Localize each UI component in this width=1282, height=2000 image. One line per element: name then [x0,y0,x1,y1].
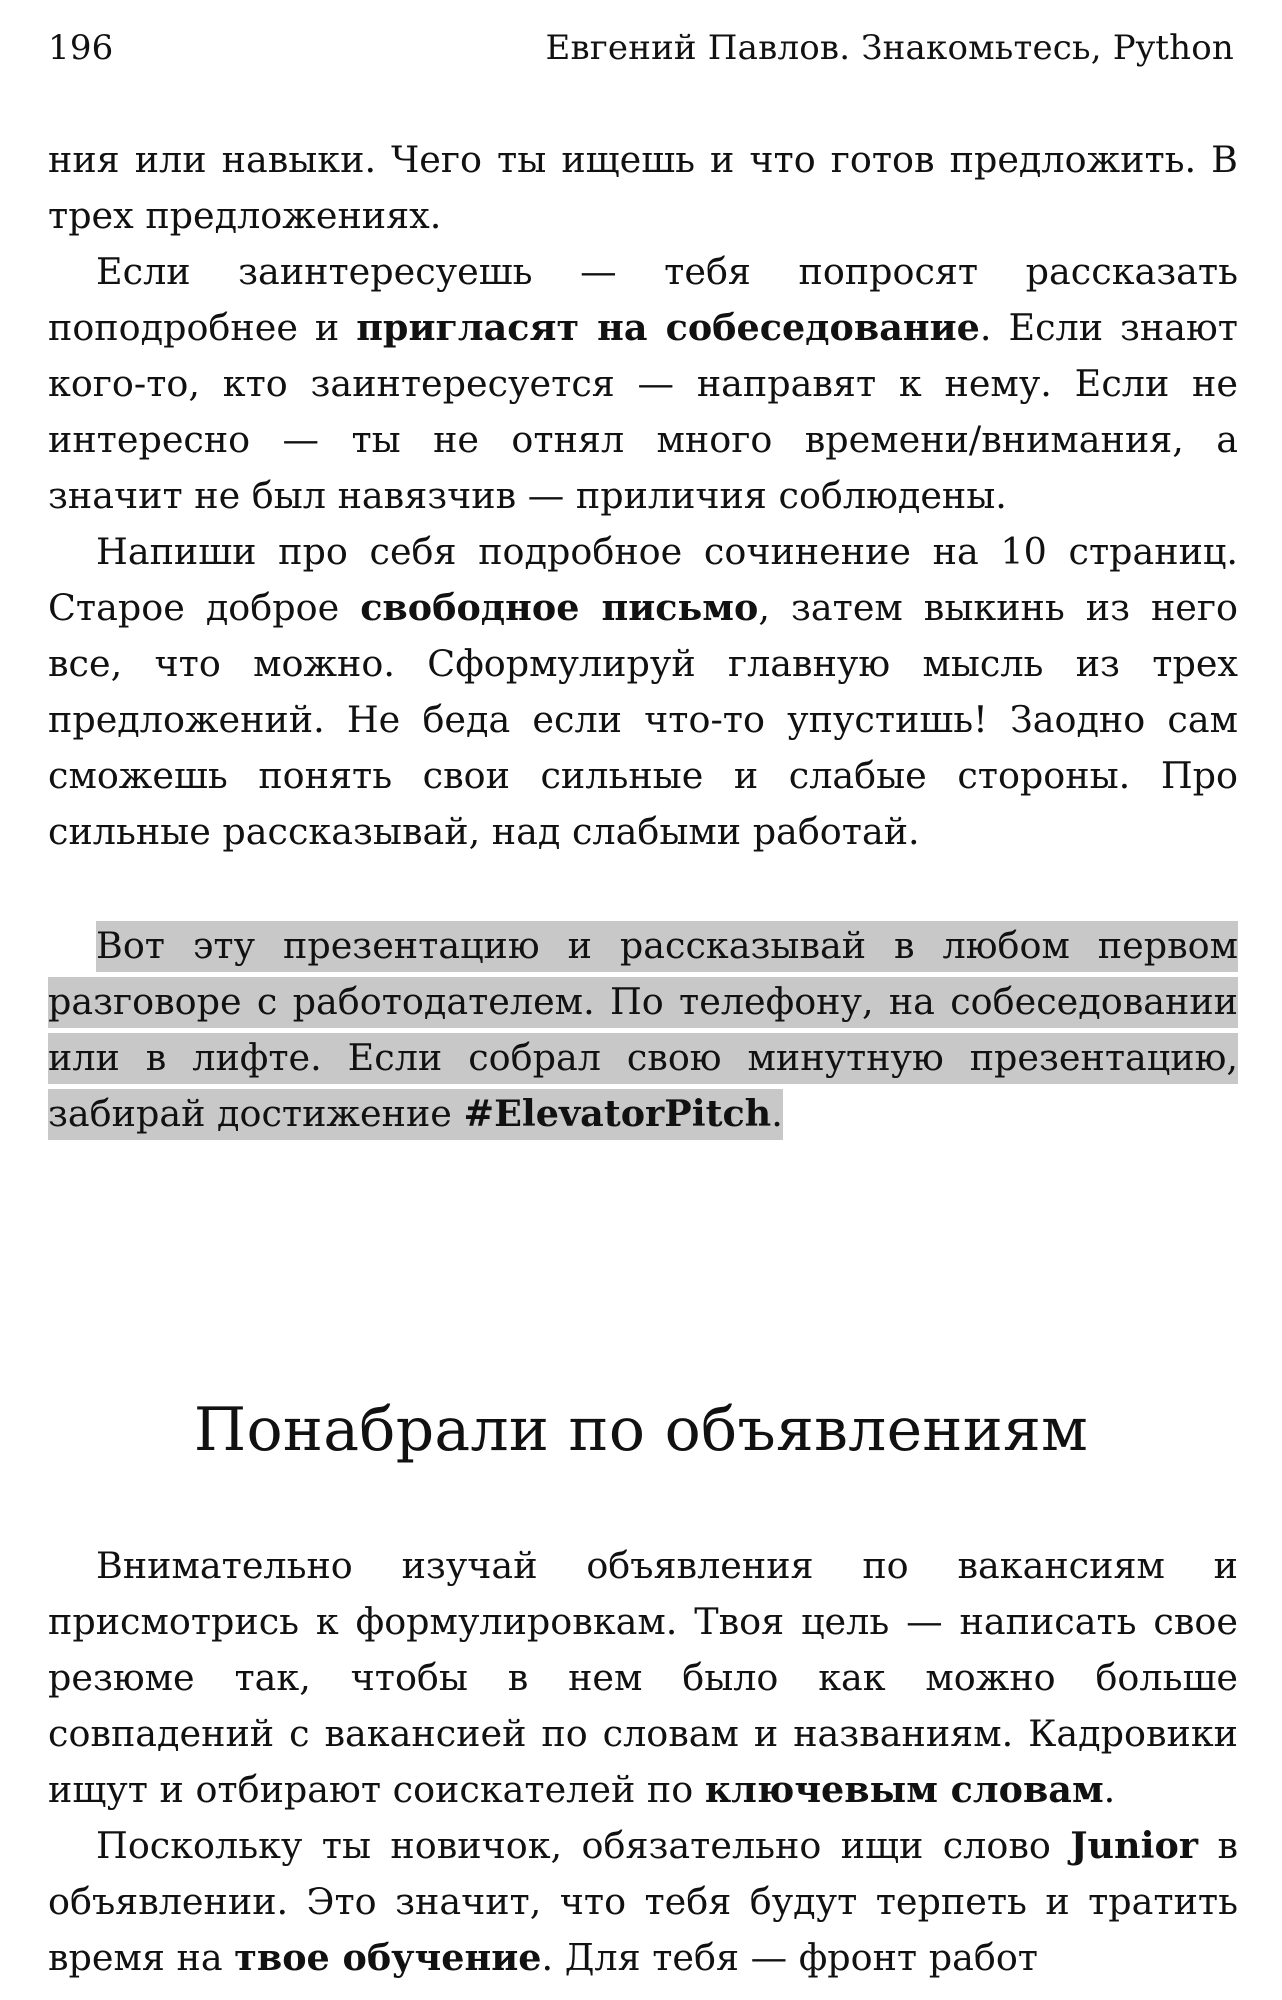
paragraph-text: ния или навыки. Чего ты ищешь и что готов предложить. В трех предложениях. [48,138,1238,237]
achievement-paragraph [48,918,1238,1142]
achievement-text: Вот эту презентацию и рассказывай в любом первом разговоре с работодателем. По телефону, на собеседовании или в лифте. Если собрал свою минутную презентацию, забирай достижение [48,924,1238,1135]
paragraph-text: в объявлении. Это значит, что тебя будут терпеть и тратить время на [48,1824,1238,1979]
paragraph-interview [48,244,1238,524]
achievement-badge-name: #ElevatorPitch [463,1092,772,1135]
body-text-bottom [48,1538,1238,1986]
paragraph-job-ads [48,1538,1238,1818]
highlighted-text [48,921,1238,1140]
paragraph-junior [48,1818,1238,1986]
running-header [48,28,1234,84]
highlighted-achievement-block [48,918,1238,1142]
running-title: Евгений Павлов. Знакомьтесь, Python [545,28,1234,68]
bold-term-interview: пригласят на собеседование [356,306,980,349]
paragraph-text: Если заинтересуешь — тебя попросят рассказать поподробнее и [48,250,1238,349]
paragraph-text: . [1103,1768,1116,1811]
bold-term-training: твое обучение [234,1936,542,1979]
paragraph-continued [48,132,1238,244]
bold-term-junior: Junior [1070,1824,1199,1867]
paragraph-free-writing [48,524,1238,860]
paragraph-text: . Если знают кого-то, кто заинтересуется — направят к нему. Если не интересно — ты не отнял много времени/внимания, а значит не был навязчив — приличия соблюдены. [48,306,1238,517]
paragraph-text: Поскольку ты новичок, обязательно ищи слово [96,1824,1071,1867]
bold-term-free-writing: свободное письмо [360,586,759,629]
section-heading: Понабрали по объявлениям [193,1395,1089,1465]
paragraph-text: Внимательно изучай объявления по вакансиям и присмотрись к формулировкам. Твоя цель — написать свое резюме так, чтобы в нем было как можно больше совпадений с вакансией по словам и названиям. Кадровики ищут и отбирают соискателей по [48,1544,1238,1811]
paragraph-text: . Для тебя — фронт работ [541,1936,1038,1979]
body-text-top [48,132,1238,860]
page-number: 196 [48,28,114,68]
bold-term-keywords: ключевым словам [704,1768,1104,1811]
achievement-text-end: . [771,1092,783,1135]
paragraph-text: , затем выкинь из него все, что можно. Сформулируй главную мысль из трех предложений. Не беда если что-то упустишь! Заодно сам сможешь понять свои сильные и слабые стороны. Про сильные рассказывай, над слабыми работай. [48,586,1238,853]
paragraph-text: Напиши про себя подробное сочинение на 10 страниц. Старое доброе [48,530,1238,629]
